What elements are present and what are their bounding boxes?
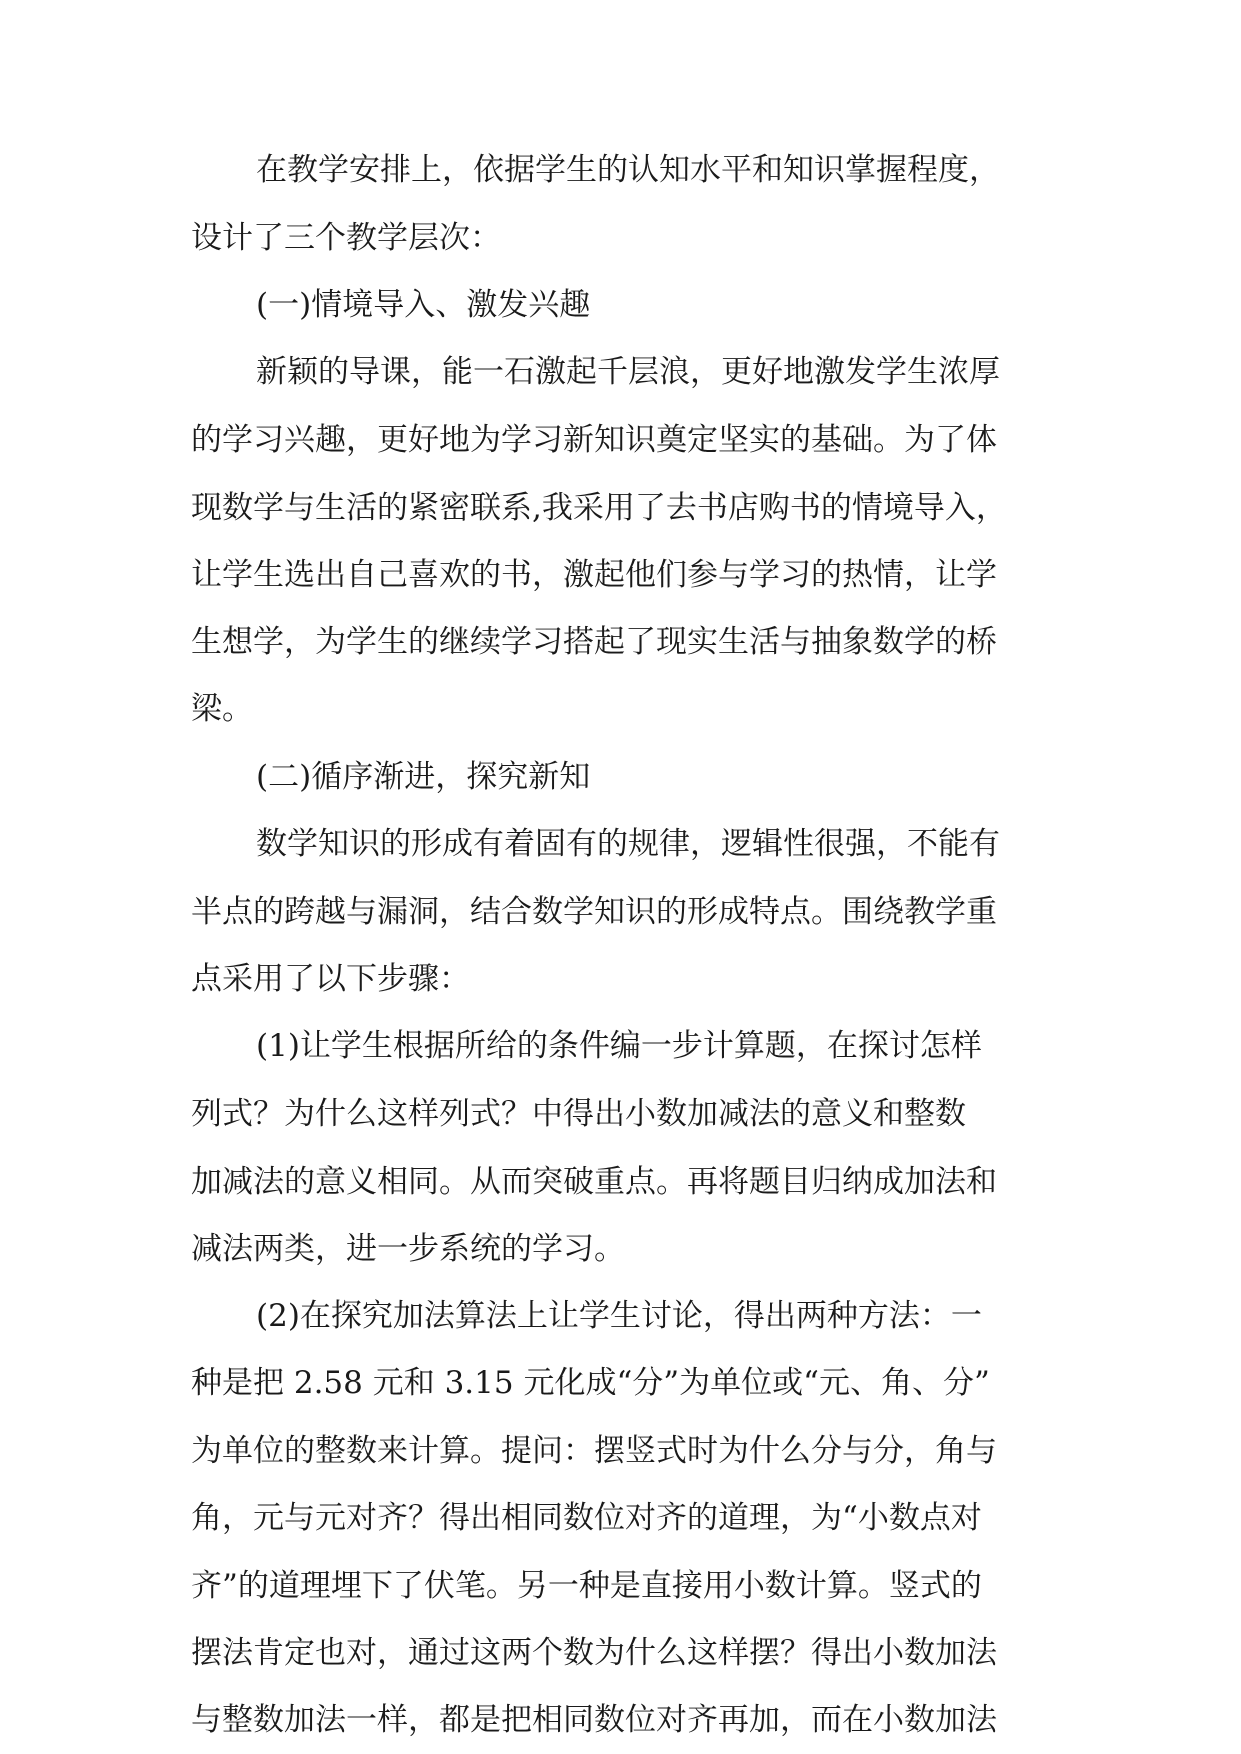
- text-line-22: 齐”的道理埋下了伏笔。另一种是直接用小数计算。竖式的: [191, 1568, 982, 1604]
- text-line-7: 让学生选出自己喜欢的书，激起他们参与学习的热情，让学: [191, 557, 997, 593]
- text-line-8: 生想学，为学生的继续学习搭起了现实生活与抽象数学的桥: [191, 624, 997, 660]
- text-line-17: 减法两类，进一步系统的学习。: [191, 1231, 625, 1267]
- text-line-21: 角，元与元对齐？得出相同数位对齐的道理，为“小数点对: [191, 1500, 982, 1536]
- text-line-18: (2)在探究加法算法上让学生讨论，得出两种方法：一: [256, 1298, 982, 1334]
- text-line-12: 半点的跨越与漏洞，结合数学知识的形成特点。围绕教学重: [191, 894, 997, 930]
- text-line-1: 在教学安排上，依据学生的认知水平和知识掌握程度，: [256, 152, 1000, 188]
- text-line-19: 种是把 2.58 元和 3.15 元化成“分”为单位或“元、角、分”: [191, 1365, 990, 1401]
- text-line-9: 梁。: [191, 691, 253, 727]
- section-heading-1: (一)情境导入、激发兴趣: [256, 287, 591, 323]
- text-line-2: 设计了三个教学层次：: [191, 220, 501, 256]
- text-line-6: 现数学与生活的紧密联系,我采用了去书店购书的情境导入，: [191, 490, 1007, 526]
- text-line-13: 点采用了以下步骤：: [191, 961, 470, 997]
- text-line-23: 摆法肯定也对，通过这两个数为什么这样摆？得出小数加法: [191, 1635, 997, 1671]
- text-line-20: 为单位的整数来计算。提问：摆竖式时为什么分与分，角与: [191, 1433, 997, 1469]
- text-line-11: 数学知识的形成有着固有的规律，逻辑性很强，不能有: [256, 826, 1000, 862]
- text-line-15: 列式？为什么这样列式？中得出小数加减法的意义和整数: [191, 1096, 966, 1132]
- text-line-24: 与整数加法一样，都是把相同数位对齐再加，而在小数加法: [191, 1702, 997, 1738]
- text-line-5: 的学习兴趣，更好地为学习新知识奠定坚实的基础。为了体: [191, 422, 997, 458]
- text-line-4: 新颖的导课，能一石激起千层浪，更好地激发学生浓厚: [256, 354, 1000, 390]
- text-line-14: (1)让学生根据所给的条件编一步计算题，在探讨怎样: [256, 1028, 982, 1064]
- section-heading-2: (二)循序渐进，探究新知: [256, 759, 591, 795]
- text-line-16: 加减法的意义相同。从而突破重点。再将题目归纳成加法和: [191, 1164, 997, 1200]
